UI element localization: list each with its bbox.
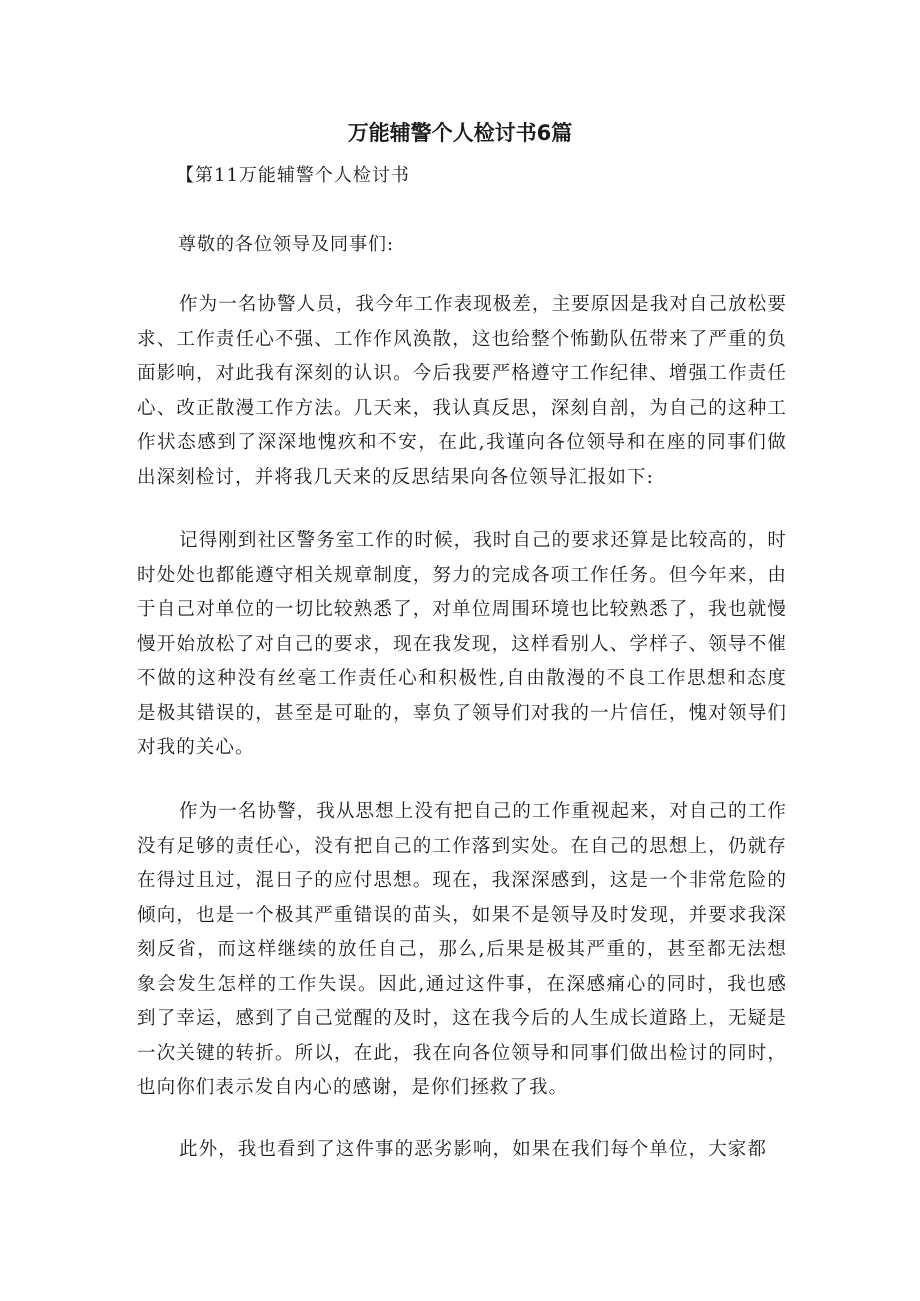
greeting-line: 尊敬的各位领导及同事们:: [178, 234, 395, 255]
body-paragraph: 记得刚到社区警务室工作的时候，我时自己的要求还算是比较高的，时时处处也都能遵守相关规章制度，努力的完成各项工作任务。但今年来，由于自己对单位的一切比较熟悉了，对单位周围环境也比较熟悉了，我也就慢慢开始放松了对自己的要求，现在我发现，这样看别人、学样子、领导不催不做的这种没有丝毫工作责任心和积极性,自由散漫的不良工作思想和态度是极其错误的，甚至是可耻的，辜负了领导们对我的一片信任，愧对领导们对我的关心。: [137, 530, 787, 758]
body-paragraph: 此外，我也看到了这件事的恶劣影响，如果在我们每个单位，大家都: [179, 1139, 768, 1160]
body-paragraph: 作为一名协警人员，我今年工作表现极差，主要原因是我对自己放松要求、工作责任心不强、工作作风涣散，这也给整个怖勤队伍带来了严重的负面影响，对此我有深刻的认识。今后我要严格遵守工作纪律、增强工作责任心、改正散漫工作方法。几天来，我认真反思，深刻自剖，为自己的这种工作状态感到了深深地愧疚和不安，在此,我谨向各位领导和在座的同事们做出深刻检讨，并将我几天来的反思结果向各位领导汇报如下:: [137, 294, 787, 488]
document-title: 万能辅警个人检讨书6篇: [347, 121, 573, 145]
body-paragraph: 作为一名协警，我从思想上没有把自己的工作重视起来，对自己的工作没有足够的责任心，没有把自己的工作落到实处。在自己的思想上，仍就存在得过且过，混日子的应付思想。现在，我深深感到，这是一个非常危险的倾向，也是一个极其严重错误的苗头，如果不是领导及时发现，并要求我深刻反省，而这样继续的放任自己，那么,后果是极其严重的，甚至都无法想象会发生怎样的工作失误。因此,通过这件事，在深感痛心的同时，我也感到了幸运，感到了自己觉醒的及时，这在我今后的人生成长道路上，无疑是一次关键的转折。所以，在此，我在向各位领导和同事们做出检讨的同时，也向你们表示发自内心的感谢，是你们拯救了我。: [137, 801, 787, 1098]
section-heading: 【第11万能辅警个人检讨书: [176, 165, 410, 186]
